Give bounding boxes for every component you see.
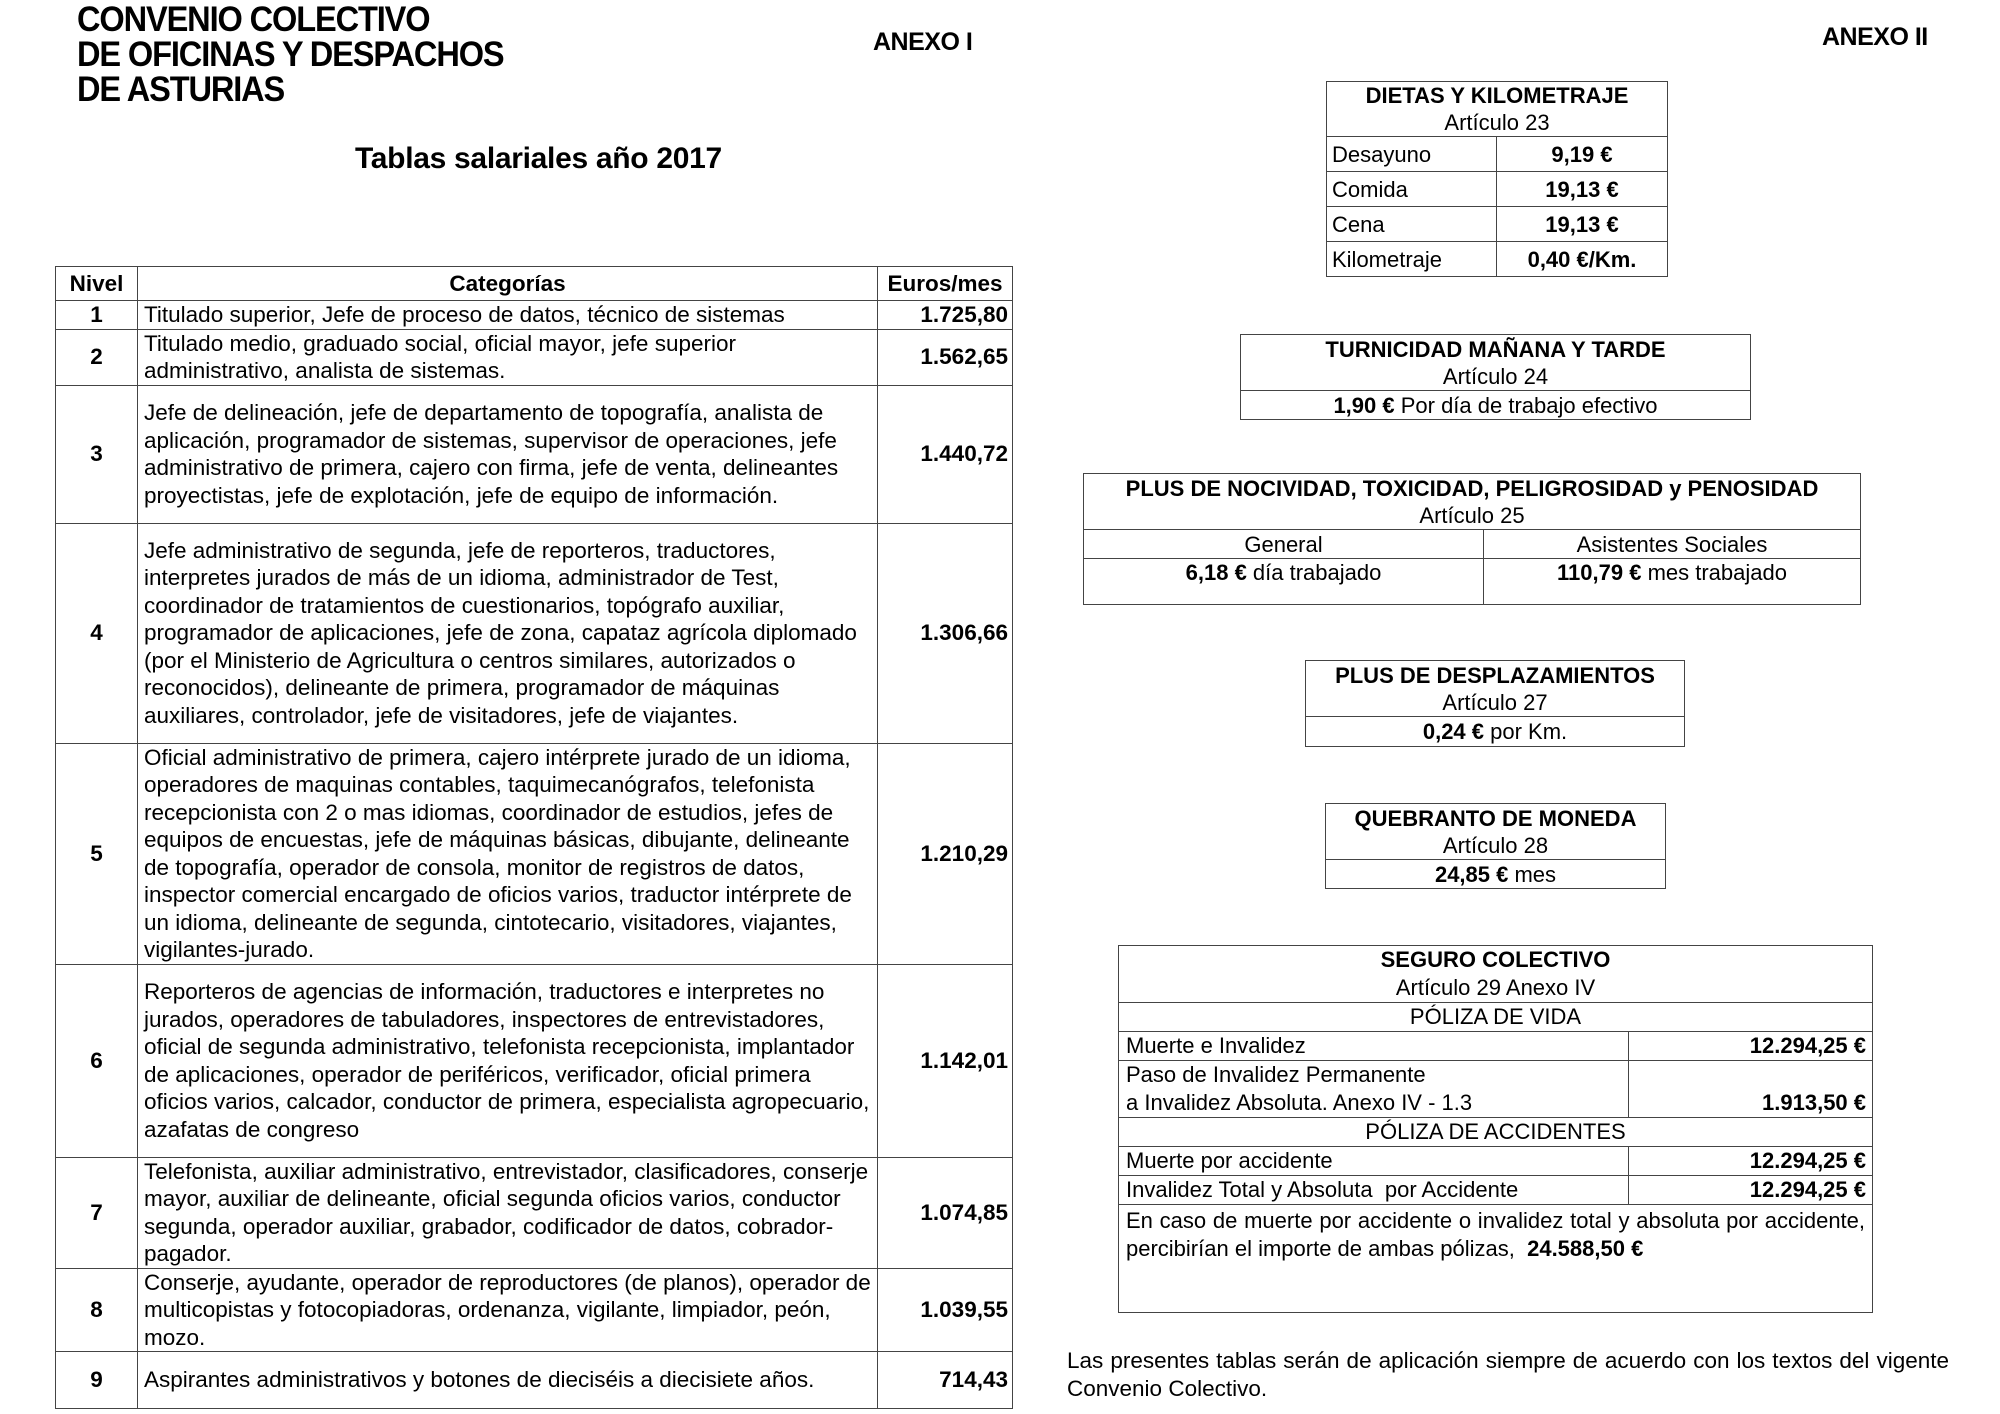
nocividad-col-asistentes: Asistentes Sociales (1484, 530, 1861, 559)
categorias-cell: Oficial administrativo de primera, cajero intérprete jurado de un idioma, operadores de maquinas contables, taquimecanógrafos, telefonista recepcionista con 2 o mas idiomas, coordinador de estudios, jefes de equipos de encuestas, jefe de máquinas básicas, dibujante, delineante de topografía, operador de consola, monitor de registros de datos, inspector comercial encargado de oficios varios, traductor intérprete de un idioma, delineante de segunda, cintotecario, visitadores, viajantes, vigilantes-jurado. (138, 743, 878, 964)
dietas-title: DIETAS Y KILOMETRAJE (1365, 83, 1629, 108)
turnicidad-header (1241, 335, 1751, 391)
categorias-cell: Jefe de delineación, jefe de departamento de topografía, analista de aplicación, programador de sistemas, supervisor de operaciones, jefe administrativo de primera, cajero con firma, jefe de venta, delineantes proyectistas, jefe de explotación, jefe de equipo de información. (138, 385, 878, 523)
nivel-cell: 1 (56, 301, 138, 330)
nivel-cell: 4 (56, 523, 138, 743)
categorias-cell: Titulado superior, Jefe de proceso de datos, técnico de sistemas (138, 301, 878, 330)
euros-cell: 1.440,72 (878, 385, 1013, 523)
nocividad-unit: mes trabajado (1641, 560, 1787, 585)
turnicidad-amount: 1,90 € (1333, 392, 1395, 418)
dietas-article: Artículo 23 (1444, 110, 1550, 135)
nivel-cell: 3 (56, 385, 138, 523)
seguro-row (1119, 1032, 1873, 1061)
seguro-label-line-1: Paso de Invalidez Permanente (1126, 1062, 1426, 1087)
dietas-row (1327, 137, 1668, 172)
seguro-row (1119, 1176, 1873, 1205)
quebranto-table (1325, 803, 1666, 889)
table-row (56, 301, 1013, 330)
nivel-cell: 9 (56, 1352, 138, 1409)
categorias-cell: Conserje, ayudante, operador de reproductores (de planos), operador de multicopistas y fotocopiadoras, ordenanza, vigilante, limpiador, peón, mozo. (138, 1268, 878, 1352)
quebranto-header (1326, 804, 1666, 860)
nivel-cell: 5 (56, 743, 138, 964)
nocividad-amount: 110,79 € (1557, 560, 1642, 585)
footer-note: Las presentes tablas serán de aplicación siempre de acuerdo con los textos del vigente Convenio Colectivo. (1067, 1348, 1949, 1401)
column-header-categorias: Categorías (138, 267, 878, 301)
quebranto-unit: mes (1508, 861, 1557, 887)
dietas-value: 9,19 € (1497, 137, 1668, 172)
seguro-label-line-2: a Invalidez Absoluta. Anexo IV - 1.3 (1126, 1090, 1473, 1115)
nocividad-table (1083, 473, 1861, 605)
table-row (56, 1157, 1013, 1268)
desplazamientos-unit: por Km. (1484, 719, 1568, 744)
nivel-cell: 7 (56, 1157, 138, 1268)
anexo-1-label: ANEXO I (873, 28, 973, 56)
euros-cell: 1.210,29 (878, 743, 1013, 964)
quebranto-value (1326, 860, 1666, 889)
desplazamientos-amount: 0,24 € (1422, 719, 1485, 744)
seguro-row (1119, 1061, 1873, 1118)
dietas-row (1327, 172, 1668, 207)
nocividad-header (1084, 474, 1861, 530)
column-header-euros: Euros/mes (878, 267, 1013, 301)
nocividad-amount: 6,18 € (1185, 560, 1247, 585)
salary-table-header (56, 267, 1013, 301)
euros-cell: 1.142,01 (878, 964, 1013, 1157)
table-row (56, 329, 1013, 385)
dietas-label: Comida (1327, 172, 1497, 207)
column-header-nivel: Nivel (56, 267, 138, 301)
seguro-label (1119, 1061, 1629, 1118)
seguro-value: 12.294,25 € (1629, 1176, 1873, 1205)
seguro-article: Artículo 29 Anexo IV (1395, 975, 1596, 1000)
desplazamientos-header (1306, 661, 1685, 717)
seguro-row (1119, 1147, 1873, 1176)
poliza-accidentes-label: PÓLIZA DE ACCIDENTES (1119, 1118, 1873, 1147)
table-row (56, 964, 1013, 1157)
dietas-label: Desayuno (1327, 137, 1497, 172)
nivel-cell: 2 (56, 329, 138, 385)
document-title (77, 2, 504, 107)
euros-cell: 1.562,65 (878, 329, 1013, 385)
seguro-header (1119, 946, 1873, 1003)
page-subtitle: Tablas salariales año 2017 (355, 142, 722, 175)
euros-cell: 714,43 (878, 1352, 1013, 1409)
euros-cell: 1.306,66 (878, 523, 1013, 743)
dietas-value: 19,13 € (1497, 207, 1668, 242)
dietas-label: Cena (1327, 207, 1497, 242)
categorias-cell: Aspirantes administrativos y botones de dieciséis a diecisiete años. (138, 1352, 878, 1409)
dietas-value: 19,13 € (1497, 172, 1668, 207)
table-row (56, 1352, 1013, 1409)
seguro-note (1119, 1205, 1873, 1313)
seguro-table (1118, 945, 1873, 1313)
table-row (56, 743, 1013, 964)
title-line-2: DE OFICINAS Y DESPACHOS (77, 35, 504, 74)
title-line-3: DE ASTURIAS (77, 70, 285, 109)
euros-cell: 1.074,85 (878, 1157, 1013, 1268)
seguro-label: Muerte e Invalidez (1119, 1032, 1629, 1061)
dietas-row (1327, 242, 1668, 277)
nivel-cell: 8 (56, 1268, 138, 1352)
turnicidad-value (1241, 391, 1751, 420)
nocividad-article: Artículo 25 (1419, 502, 1525, 528)
turnicidad-article: Artículo 24 (1442, 363, 1549, 389)
nocividad-unit: día trabajado (1246, 560, 1382, 585)
seguro-note-amount: 24.588,50 € (1527, 1236, 1644, 1261)
table-row (56, 523, 1013, 743)
seguro-value: 12.294,25 € (1629, 1147, 1873, 1176)
categorias-cell: Reporteros de agencias de información, traductores e interpretes no jurados, operadores de tabuladores, inspectores de entrevistadores, oficial de segunda administrativo, telefonista recepcionista, implantador de aplicaciones, operador de periféricos, verificador, oficial primera oficios varios, calcador, conductor de primera, especialista agropecuario, azafatas de congreso (138, 964, 878, 1157)
quebranto-title: QUEBRANTO DE MONEDA (1354, 805, 1637, 831)
table-row (56, 385, 1013, 523)
desplazamientos-value (1306, 717, 1685, 747)
turnicidad-title: TURNICIDAD MAÑANA Y TARDE (1325, 336, 1666, 362)
euros-cell: 1.725,80 (878, 301, 1013, 330)
title-line-1: CONVENIO COLECTIVO (77, 0, 430, 39)
categorias-cell: Jefe administrativo de segunda, jefe de reporteros, traductores, interpretes jurados de más de un idioma, administrador de Test, coordinador de tratamientos de cuestionarios, topógrafo auxiliar, programador de aplicaciones, jefe de zona, capataz agrícola diplomado (por el Ministerio de Agricultura o centros similares, autorizados o reconocidos), delineante de primera, programador de máquinas auxiliares, controlador, jefe de visitadores, jefe de viajantes. (138, 523, 878, 743)
seguro-label: Muerte por accidente (1119, 1147, 1629, 1176)
turnicidad-unit: Por día de trabajo efectivo (1394, 392, 1658, 418)
anexo-2-label: ANEXO II (1822, 23, 1928, 51)
seguro-note-text: En caso de muerte por accidente o invalidez total y absoluta por accidente, percibirían el importe de ambas pólizas, (1126, 1208, 1872, 1261)
seguro-value: 1.913,50 € (1629, 1061, 1873, 1118)
desplazamientos-article: Artículo 27 (1442, 689, 1548, 715)
quebranto-amount: 24,85 € (1434, 861, 1509, 887)
categorias-cell: Telefonista, auxiliar administrativo, entrevistador, clasificadores, conserje mayor, auxiliar de delineante, oficial segunda oficios varios, conductor segunda, operador auxiliar, grabador, codificador de datos, cobrador-pagador. (138, 1157, 878, 1268)
nocividad-value-asistentes (1484, 559, 1861, 605)
nocividad-col-general: General (1084, 530, 1484, 559)
seguro-title: SEGURO COLECTIVO (1380, 947, 1611, 972)
dietas-row (1327, 207, 1668, 242)
desplazamientos-table (1305, 660, 1685, 747)
seguro-value: 12.294,25 € (1629, 1032, 1873, 1061)
dietas-table (1326, 81, 1668, 277)
salary-table (55, 266, 1013, 1409)
nocividad-value-general (1084, 559, 1484, 605)
turnicidad-table (1240, 334, 1751, 420)
dietas-label: Kilometraje (1327, 242, 1497, 277)
nivel-cell: 6 (56, 964, 138, 1157)
euros-cell: 1.039,55 (878, 1268, 1013, 1352)
quebranto-article: Artículo 28 (1442, 832, 1549, 858)
table-row (56, 1268, 1013, 1352)
desplazamientos-title: PLUS DE DESPLAZAMIENTOS (1335, 662, 1655, 688)
poliza-vida-label: PÓLIZA DE VIDA (1119, 1003, 1873, 1032)
seguro-label: Invalidez Total y Absoluta por Accidente (1119, 1176, 1629, 1205)
nocividad-title: PLUS DE NOCIVIDAD, TOXICIDAD, PELIGROSIDAD y PENOSIDAD (1125, 475, 1819, 501)
dietas-value: 0,40 €/Km. (1497, 242, 1668, 277)
dietas-header (1327, 82, 1668, 137)
categorias-cell: Titulado medio, graduado social, oficial mayor, jefe superior administrativo, analista de sistemas. (138, 329, 878, 385)
